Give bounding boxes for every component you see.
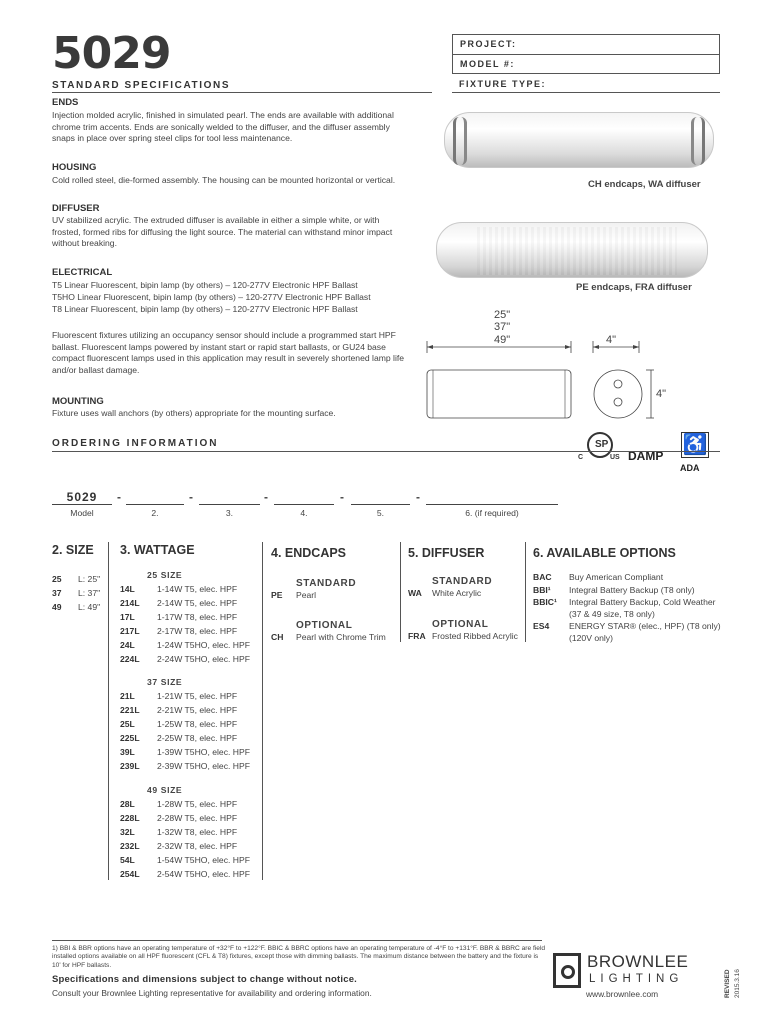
ordering-heading: ORDERING INFORMATION xyxy=(52,438,219,449)
option-code: BBIC¹ xyxy=(533,597,557,607)
option-desc: (120V only) xyxy=(569,633,613,643)
depth-dimension-line xyxy=(590,340,642,354)
length-label: 49" xyxy=(494,334,511,346)
length-label: 25" xyxy=(494,309,511,321)
electrical-line: T8 Linear Fluorescent, bipin lamp (by others) – 120-277V Electronic HPF Ballast xyxy=(52,304,358,314)
wattage-code: 221L xyxy=(120,705,140,715)
wattage-desc: 1-25W T8, elec. HPF xyxy=(157,719,238,729)
wattage-code: 17L xyxy=(120,612,135,622)
endcaps-heading: 4. ENDCAPS xyxy=(271,546,347,560)
diffuser-code: FRA xyxy=(408,631,426,641)
wattage-code: 54L xyxy=(120,855,135,865)
option-code: ES4 xyxy=(533,621,550,631)
image-caption: PE endcaps, FRA diffuser xyxy=(576,282,692,293)
consult-text: Consult your Brownlee Lighting representative for availability and ordering information. xyxy=(52,988,372,998)
standard-specifications-heading: STANDARD SPECIFICATIONS xyxy=(52,80,231,91)
divider xyxy=(452,92,720,93)
endcap-code: CH xyxy=(271,632,284,642)
brand-lighting: LIGHTING xyxy=(589,973,684,985)
slot-label: 4. xyxy=(300,508,308,518)
dash: - xyxy=(340,490,344,504)
option-code: BAC xyxy=(533,572,552,582)
size-heading: 2. SIZE xyxy=(52,543,94,557)
csa-c: C xyxy=(578,454,584,461)
wattage-code: 217L xyxy=(120,626,140,636)
size-desc: L: 49" xyxy=(78,602,101,612)
brownlee-logo-icon xyxy=(553,953,581,988)
wattage-code: 21L xyxy=(120,691,135,701)
wattage-desc: 2-28W T5, elec. HPF xyxy=(157,813,238,823)
slot-label: Model xyxy=(70,508,94,518)
option-desc: Integral Battery Backup, Cold Weather xyxy=(569,597,716,607)
model-number: 5029 xyxy=(52,28,171,79)
divider xyxy=(52,940,542,941)
slot-label: 3. xyxy=(225,508,234,518)
wattage-desc: 2-14W T5, elec. HPF xyxy=(157,598,238,608)
footnote: 1) BBI & BBR options have an operating temperature of +32°F to +122°F. BBIC & BBRC options have an operating temperature of -4°F to +131°F. BBR & BBRC are field installed options available on all HPF fluorescent (CFL & T8) fixtures, except those with dimming ballasts. The maximum distance between the battery and the fixture is 10' for HPF ballasts. xyxy=(52,945,546,969)
wattage-desc: 1-17W T8, elec. HPF xyxy=(157,612,238,622)
wattage-desc: 2-54W T5HO, elec. HPF xyxy=(157,869,250,879)
revised-date: 2015.3.16 xyxy=(734,969,741,998)
mounting-heading: MOUNTING xyxy=(52,396,104,407)
wattage-desc: 2-32W T8, elec. HPF xyxy=(157,841,238,851)
ada-label: ADA xyxy=(680,463,700,473)
slot-label: 6. (if required) xyxy=(465,508,519,518)
csa-mark: SP xyxy=(595,439,609,450)
wattage-code: 225L xyxy=(120,733,140,743)
wattage-desc: 2-39W T5HO, elec. HPF xyxy=(157,761,250,771)
ribbed-diffuser xyxy=(477,227,677,275)
size-code: 25 xyxy=(52,574,62,584)
csa-logo xyxy=(578,432,620,464)
order-slot[interactable] xyxy=(126,491,184,505)
wattage-desc: 1-14W T5, elec. HPF xyxy=(157,584,238,594)
slot-label: 2. xyxy=(151,508,159,518)
size-desc: L: 37" xyxy=(78,588,101,598)
csa-us: US xyxy=(610,454,620,461)
website[interactable]: www.brownlee.com xyxy=(586,989,659,999)
mounting-text: Fixture uses wall anchors (by others) appropriate for the mounting surface. xyxy=(52,408,336,418)
dash: - xyxy=(117,490,121,504)
wattage-code: 32L xyxy=(120,827,135,837)
order-slot[interactable] xyxy=(351,491,410,505)
column-divider xyxy=(262,542,263,880)
fixture-image-pe-fra xyxy=(436,222,708,278)
options-heading: 6. AVAILABLE OPTIONS xyxy=(533,546,676,560)
column-divider xyxy=(108,542,109,880)
endcap-code: PE xyxy=(271,590,283,600)
column-divider xyxy=(525,542,526,642)
ada-icon: ♿ xyxy=(682,434,708,456)
wattage-code: 28L xyxy=(120,799,135,809)
wattage-code: 239L xyxy=(120,761,140,771)
damp-label: DAMP xyxy=(628,449,664,463)
column-divider xyxy=(400,542,401,642)
wattage-code: 39L xyxy=(120,747,135,757)
electrical-note: Fluorescent fixtures utilizing an occupancy sensor should include a programmed start HPF ballast. Fluorescent lamps powered by instant start or rapid start ballasts, or GU24 base compact fluorescent lamps used in this application may result in severely shortened lamp life and/or ballast damage. xyxy=(52,330,405,375)
fixture-type-label: FIXTURE TYPE: xyxy=(459,79,547,89)
option-code: BBI¹ xyxy=(533,585,551,595)
wattage-code: 24L xyxy=(120,640,135,650)
wattage-code: 214L xyxy=(120,598,140,608)
ends-text: Injection molded acrylic, finished in simulated pearl. The ends are available with additional chrome trim accents. Ends are sonically welded to the diffuser, and the diffuser assembly snaps in place over spring steel clips for tool less maintenance. xyxy=(52,110,394,144)
divider xyxy=(453,54,719,55)
diffuser-desc: Frosted Ribbed Acrylic xyxy=(432,631,518,641)
wattage-desc: 1-54W T5HO, elec. HPF xyxy=(157,855,250,865)
electrical-heading: ELECTRICAL xyxy=(52,267,113,278)
size-group-title: 37 SIZE xyxy=(147,677,183,687)
size-code: 49 xyxy=(52,602,62,612)
divider xyxy=(52,451,720,452)
wattage-desc: 2-17W T8, elec. HPF xyxy=(157,626,238,636)
wattage-desc: 1-21W T5, elec. HPF xyxy=(157,691,238,701)
dash: - xyxy=(189,490,193,504)
wattage-desc: 2-24W T5HO, elec. HPF xyxy=(157,654,250,664)
diffuser-desc: White Acrylic xyxy=(432,588,482,598)
size-group-title: 49 SIZE xyxy=(147,785,183,795)
wattage-code: 232L xyxy=(120,841,140,851)
wattage-code: 254L xyxy=(120,869,140,879)
order-slot[interactable] xyxy=(199,491,260,505)
chrome-trim xyxy=(453,117,467,165)
endcap-desc: Pearl xyxy=(296,590,317,600)
wattage-heading: 3. WATTAGE xyxy=(120,543,195,557)
size-desc: L: 25" xyxy=(78,574,101,584)
housing-text: Cold rolled steel, die-formed assembly. The housing can be mounted horizontal or vertical. xyxy=(52,175,396,185)
brand-name: BROWNLEE xyxy=(587,952,689,971)
fixture-image-ch-wa xyxy=(444,112,714,168)
model-slot: 5029 xyxy=(52,491,112,505)
wattage-code: 224L xyxy=(120,654,140,664)
housing-heading: HOUSING xyxy=(52,162,97,173)
wattage-desc: 1-32W T8, elec. HPF xyxy=(157,827,238,837)
height-label: 4" xyxy=(656,388,667,400)
depth-label: 4" xyxy=(606,334,617,346)
wattage-desc: 1-24W T5HO, elec. HPF xyxy=(157,640,250,650)
project-model-box xyxy=(452,34,720,74)
diffuser-code: WA xyxy=(408,588,422,598)
wattage-code: 228L xyxy=(120,813,140,823)
standard-title: STANDARD xyxy=(432,576,493,587)
diffuser-heading: DIFFUSER xyxy=(52,203,100,214)
electrical-line: T5HO Linear Fluorescent, bipin lamp (by others) – 120-277V Electronic HPF Ballast xyxy=(52,292,371,302)
wattage-desc: 2-21W T5, elec. HPF xyxy=(157,705,238,715)
size-group-title: 25 SIZE xyxy=(147,570,183,580)
chrome-trim xyxy=(691,117,705,165)
wattage-code: 25L xyxy=(120,719,135,729)
length-label: 37" xyxy=(494,321,511,333)
side-drawing xyxy=(424,366,654,424)
diffuser-text: UV stabilized acrylic. The extruded diffuser is available in either a simple white, or with frosted, formed ribs for diffusing the light source. The material can withstand minor impact without breaking. xyxy=(52,215,393,249)
diffuser-heading: 5. DIFFUSER xyxy=(408,546,485,560)
wattage-desc: 2-25W T8, elec. HPF xyxy=(157,733,238,743)
order-slot[interactable] xyxy=(426,491,558,505)
length-dimension-line xyxy=(424,340,574,354)
option-desc: ENERGY STAR® (elec., HPF) (T8 only) xyxy=(569,621,721,631)
order-slot[interactable] xyxy=(274,491,334,505)
revised-label: REVISED xyxy=(724,969,731,998)
dash: - xyxy=(264,490,268,504)
wattage-code: 14L xyxy=(120,584,135,594)
endcap-desc: Pearl with Chrome Trim xyxy=(296,632,386,642)
image-caption: CH endcaps, WA diffuser xyxy=(588,179,701,190)
project-label: PROJECT: xyxy=(460,39,517,49)
slot-label: 5. xyxy=(376,508,385,518)
ends-heading: ENDS xyxy=(52,97,79,108)
option-desc: Buy American Compliant xyxy=(569,572,664,582)
wattage-desc: 1-39W T5HO, elec. HPF xyxy=(157,747,250,757)
electrical-line: T5 Linear Fluorescent, bipin lamp (by others) – 120-277V Electronic HPF Ballast xyxy=(52,280,358,290)
logo-ring xyxy=(561,965,575,979)
standard-title: STANDARD xyxy=(296,578,357,589)
dash: - xyxy=(416,490,420,504)
option-desc: (37 & 49 size, T8 only) xyxy=(569,609,655,619)
option-desc: Integral Battery Backup (T8 only) xyxy=(569,585,695,595)
model-label: MODEL #: xyxy=(460,59,515,69)
size-code: 37 xyxy=(52,588,62,598)
divider xyxy=(52,92,432,93)
wattage-desc: 1-28W T5, elec. HPF xyxy=(157,799,238,809)
optional-title: OPTIONAL xyxy=(432,619,489,630)
optional-title: OPTIONAL xyxy=(296,620,353,631)
change-notice: Specifications and dimensions subject to change without notice. xyxy=(52,974,358,985)
